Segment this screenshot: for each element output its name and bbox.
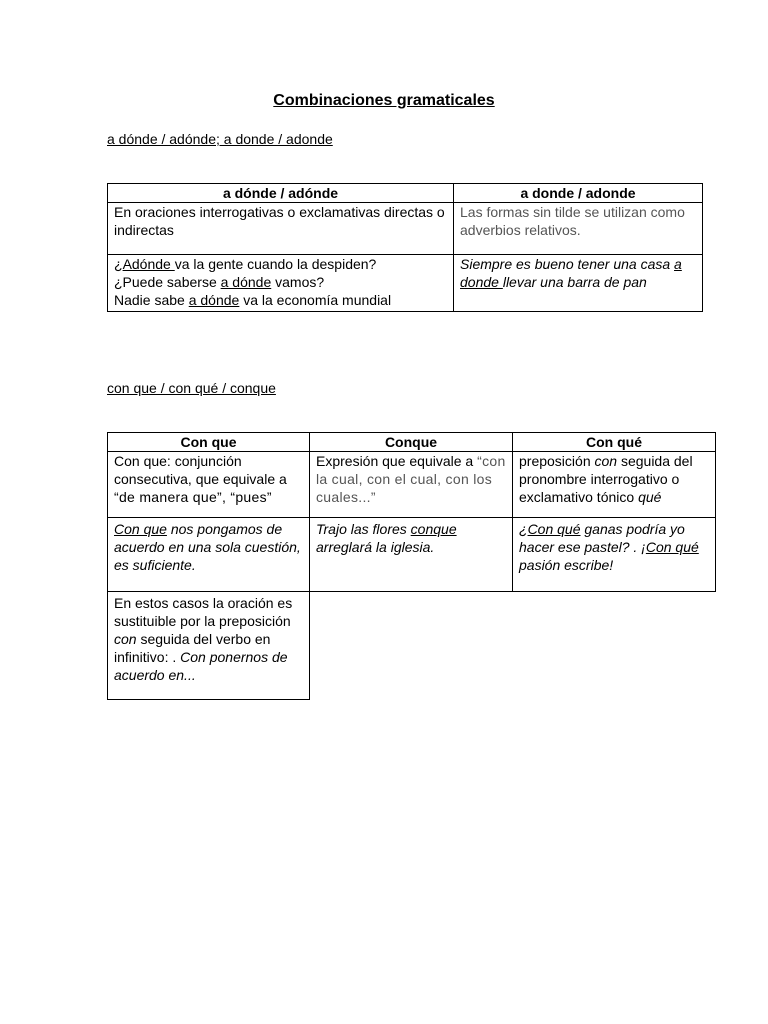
table-cell: preposición con seguida del pronombre interrogativo o exclamativo tónico qué [513,452,716,518]
section1-heading: a dónde / adónde; a donde / adonde [107,131,333,147]
table-cell: Las formas sin tilde se utilizan como adverbios relativos. [454,203,703,255]
adonde-table [107,183,703,312]
example-line: Nadie sabe a dónde va la economía mundial [114,292,392,308]
column-header: a donde / adonde [454,184,703,203]
conque-table [107,432,716,700]
table-cell: Siempre es bueno tener una casa a donde llevar una barra de pan [454,255,703,312]
section2-heading: con que / con qué / conque [107,380,276,396]
table-cell: ¿Con qué ganas podría yo hacer ese pastel? . ¡Con qué pasión escribe! [513,518,716,592]
table-cell [108,255,454,312]
column-header: Con que [108,433,310,452]
empty-cell [310,592,513,700]
table-cell: En estos casos la oración es sustituible por la preposición con seguida del verbo en infinitivo: . Con ponernos de acuerdo en... [108,592,310,700]
document-title: Combinaciones gramaticales [273,92,495,109]
table-cell: Trajo las flores conque arreglará la iglesia. [310,518,513,592]
example-line: ¿Adónde va la gente cuando la despiden? [114,256,377,272]
table-cell: Expresión que equivale a “con la cual, con el cual, con los cuales...” [310,452,513,518]
table-cell: En oraciones interrogativas o exclamativas directas o indirectas [108,203,454,255]
column-header: Con qué [513,433,716,452]
table-cell: Con que nos pongamos de acuerdo en una sola cuestión, es suficiente. [108,518,310,592]
column-header: a dónde / adónde [108,184,454,203]
table-cell: Con que: conjunción consecutiva, que equivale a “de manera que”, “pues” [108,452,310,518]
empty-cell [513,592,716,700]
column-header: Conque [310,433,513,452]
example-line: ¿Puede saberse a dónde vamos? [114,274,325,290]
